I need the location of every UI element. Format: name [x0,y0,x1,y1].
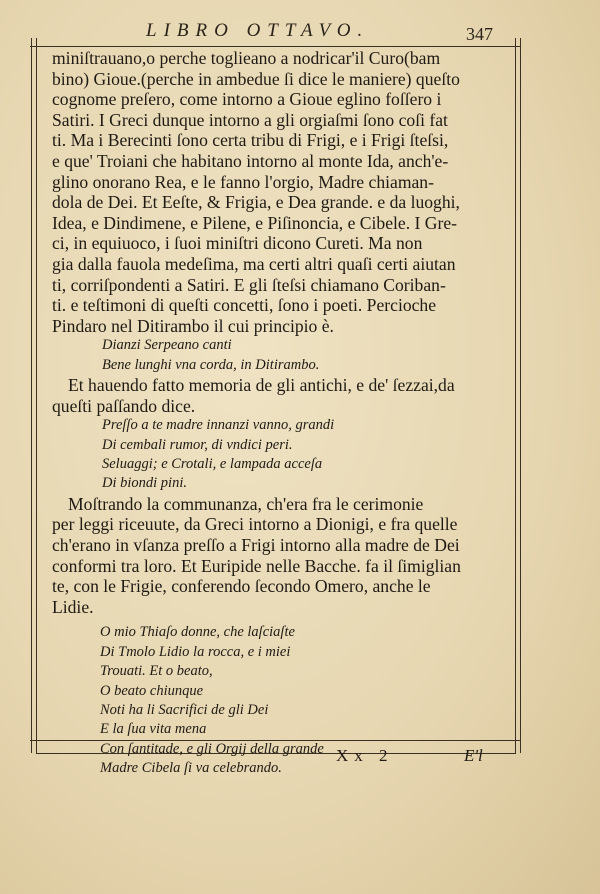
verse-line: Bene lunghi vna corda, in Ditirambo. [102,356,320,373]
prose-block-3 [52,494,508,618]
text-line: gia dalla fauola medeſima, ma certi altri quaſi certi aiutan [52,253,456,274]
text-line: te, con le Frigie, conferendo ſecondo Omero, anche le [52,576,431,597]
verse-block-1 [52,336,508,375]
verse-line: Preſſo a te madre innanzi vanno, grandi [102,417,335,434]
text-line: Lidie. [52,596,94,617]
prose-block-2 [52,375,508,416]
text-line: miniſtrauano,o perche toglieano a nodricar'il Curo(bam [52,48,441,68]
verse-line: Di Tmolo Lidio la rocca, e i miei [100,643,291,660]
text-line: ti, corriſpondenti a Satiri. E gli ſteſsi chiamano Coriban- [52,274,446,295]
verse-line: Madre Cibela ſi va celebrando. [100,760,282,777]
text-line: glino onorano Rea, e le fanno l'orgio, Madre chiaman- [52,171,434,192]
verse-line: Con ſantitade, e gli Orgij della grande [100,740,324,757]
text-line: ti. Ma i Berecinti ſono certa tribu di Frigi, e i Frigi ſteſsi, [52,130,449,151]
text-line: bino) Gioue.(perche in ambedue ſi dice le maniere) queſto [52,68,460,89]
text-line: dola de Dei. Et Eeſte, & Frigia, e Dea grande. e da luoghi, [52,192,460,213]
verse-line: Noti ha li Sacrifici de gli Dei [100,701,269,718]
verse-line: Dianzi Serpeano canti [102,337,232,354]
text-line: Satiri. I Greci dunque intorno a gli orgiaſmi ſono coſi fat [52,109,448,130]
text-line: cognome preſero, come intorno a Gioue eglino foſſero i [52,89,442,110]
body-text [52,48,508,779]
verse-line: Di biondi pini. [102,475,187,492]
verse-line: Trouati. Et o beato, [100,663,213,680]
verse-line: O beato chiunque [100,682,204,699]
page-number: 347 [466,24,493,44]
verse-line: O mio Thiaſo donne, che laſciaſte [100,624,295,641]
text-line: Moſtrando la communanza, ch'era fra le cerimonie [68,493,424,514]
verse-line: Di cembali rumor, di vndici peri. [102,436,293,453]
text-line: ti. e teſtimoni di queſti concetti, ſono i poeti. Percioche [52,295,437,316]
catchword: E'l [464,746,483,765]
signature-mark: Xx 2 [336,746,394,765]
text-line: Et hauendo fatto memoria de gli antichi, e de' ſezzai,da [68,375,455,396]
verse-line: E la ſua vita mena [100,721,207,738]
verse-block-3 [52,623,508,778]
footer-rule [30,740,520,741]
text-line: Idea, e Dindimene, e Pilene, e Piſinoncia, e Cibele. I Gre- [52,212,457,233]
prose-block-1 [52,48,508,336]
text-line: per leggi riceuute, da Greci intorno a Dionigi, e fra quelle [52,514,458,535]
text-line: conformi tra loro. Et Euripide nelle Bacche. fa il ſimiglian [52,555,461,576]
text-line: queſti paſſando dice. [52,395,196,416]
text-line: ci, in equiuoco, i ſuoi miniſtri dicono Cureti. Ma non [52,233,423,254]
text-line: Pindaro nel Ditirambo il cui principio è. [52,315,334,336]
verse-block-2 [52,416,508,494]
verse-line: Seluaggi; e Crotali, e lampada acceſa [102,456,323,473]
text-line: e que' Troiani che habitano intorno al monte Ida, anch'e- [52,150,449,171]
text-line: ch'erano in vſanza preſſo a Frigi intorno alla madre de Dei [52,535,460,556]
running-head: LIBRO OTTAVO. [146,20,370,41]
